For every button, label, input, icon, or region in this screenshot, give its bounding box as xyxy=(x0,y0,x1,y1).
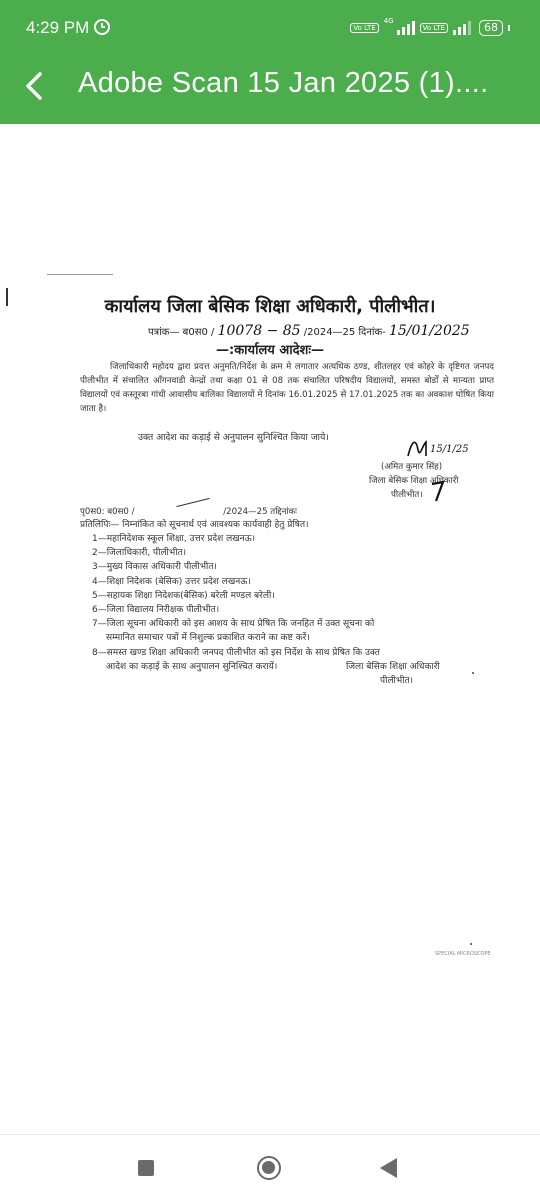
ref-number: 10078 − 85 xyxy=(217,323,301,339)
recents-square-icon[interactable] xyxy=(138,1160,154,1176)
footer-place: पीलीभीत। xyxy=(380,676,414,686)
signatory-place: पीलीभीत। xyxy=(391,490,423,500)
signatory-title: जिला बेसिक शिक्षा अधिकारी xyxy=(369,476,459,486)
scanned-document[interactable] xyxy=(0,124,540,1124)
distribution-list xyxy=(92,532,472,674)
handwritten-mark xyxy=(430,480,446,502)
signal-icon xyxy=(397,21,415,35)
pu-prefix: पृ0स0: ब0स0 / xyxy=(80,507,138,517)
scan-dot xyxy=(472,672,474,674)
footer-title: जिला बेसिक शिक्षा अधिकारी xyxy=(346,662,440,672)
signature-date: 15/1/25 xyxy=(430,444,469,455)
order-paragraph: जिलाधिकारी महोदय द्वारा प्रदत्त अनुमति/निर्देश के क्रम मे लगातार अत्यधिक ठण्ड, शीतलहर एवं कोहरे के दृष्टिगत जनपद पीलीभीत में संचालित आँगनवाडी केन्द्रों तथा कक्षा 01 से 08 तक संचालित परिषदीय विद्यालयों, समस्त बोर्डों से मान्यता प्राप्त विद्यालयों एवं कस्तूरबा गांधी आवासीय बालिका विद्यालयों मे दिनांक 16.01.2025 से 17.01.2025 तक का अवकाश घोषित किया जाता है। xyxy=(80,362,494,414)
signatory-block xyxy=(369,460,459,502)
home-circle-icon[interactable] xyxy=(257,1156,281,1180)
list-item: 7—जिला सूचना अधिकारी को इस आशय के साथ प्रेषित कि जनहित में उक्त सूचना को xyxy=(92,619,375,630)
ref-date: 15/01/2025 xyxy=(388,323,470,339)
office-heading: कार्यालय जिला बेसिक शिक्षा अधिकारी, पीलीभीत। xyxy=(104,296,436,317)
list-item: 5—सहायक शिक्षा निदेशक(बेसिक) बरेली मण्डल बरेली। xyxy=(92,590,275,601)
top-bar xyxy=(0,0,540,124)
status-time: 4:29 PM xyxy=(26,18,90,37)
system-nav-bar xyxy=(0,1134,540,1201)
volte-icon: Vo LTE xyxy=(350,23,378,33)
signal-icon-2 xyxy=(453,21,471,35)
document-title: Adobe Scan 15 Jan 2025 (1).... xyxy=(78,67,489,99)
app-bar xyxy=(0,58,540,124)
handwritten-signature xyxy=(404,436,474,462)
alarm-icon xyxy=(94,19,110,35)
list-item: 3—मुख्य विकास अधिकारी पीलीभीत। xyxy=(92,562,217,573)
network-type: 4G xyxy=(383,17,394,25)
pu-suffix: /2024—25 तद्दिनांकः xyxy=(223,507,297,517)
scan-dot xyxy=(470,943,472,945)
scan-rule xyxy=(47,274,113,275)
list-item: 6—जिला विद्यालय निरीक्षक पीलीभीत। xyxy=(92,605,220,616)
list-item: 8—समस्त खण्ड शिक्षा अधिकारी जनपद पीलीभीत को इस निर्देश के साथ प्रेषित कि उक्त xyxy=(92,647,380,658)
status-icons xyxy=(350,17,510,36)
ref-prefix: पत्रांक— ब0स0 / xyxy=(148,327,218,338)
order-title: —:कार्यालय आदेशः— xyxy=(216,343,324,358)
compliance-line: उक्त आदेश का कड़ाई से अनुपालन सुनिश्चित किया जाये। xyxy=(138,432,329,443)
signatory-name: (अमित कुमार सिंह) xyxy=(381,462,443,472)
list-item: 1—महानिदेशक स्कूल शिक्षा, उत्तर प्रदेश लखनऊ। xyxy=(92,534,256,544)
scan-tiny-text: SPECIAL MICROSCOPE xyxy=(435,951,491,957)
copy-to-line: प्रतिलिपिः— निम्नांकित को सूचनार्थ एवं आवश्यक कार्यवाही हेतु प्रेषित। xyxy=(80,520,309,530)
back-triangle-icon[interactable] xyxy=(380,1158,397,1178)
battery-tip xyxy=(508,25,510,31)
ref-year: /2024—25 दिनांक- xyxy=(300,327,389,338)
footer-signatory xyxy=(346,660,440,688)
battery-icon: 68 xyxy=(479,20,503,36)
reference-line xyxy=(148,323,508,339)
status-bar xyxy=(0,0,540,58)
list-item-continuation: आदेश का कड़ाई के साथ अनुपालन सुनिश्चित करायें। xyxy=(106,661,278,672)
list-item: 4—शिक्षा निदेशक (बेसिक) उत्तर प्रदेश लखनऊ। xyxy=(92,576,251,587)
list-item: 2—जिलाधिकारी, पीलीभीत। xyxy=(92,548,187,559)
back-arrow-icon[interactable] xyxy=(18,68,54,104)
list-item-continuation: सम्मानित समाचार पत्रों में निशुल्क प्रकाशित कराने का कष्ट करें। xyxy=(106,633,310,644)
volte-icon-2: Vo LTE xyxy=(420,23,448,33)
endorsement-ref xyxy=(80,505,297,517)
